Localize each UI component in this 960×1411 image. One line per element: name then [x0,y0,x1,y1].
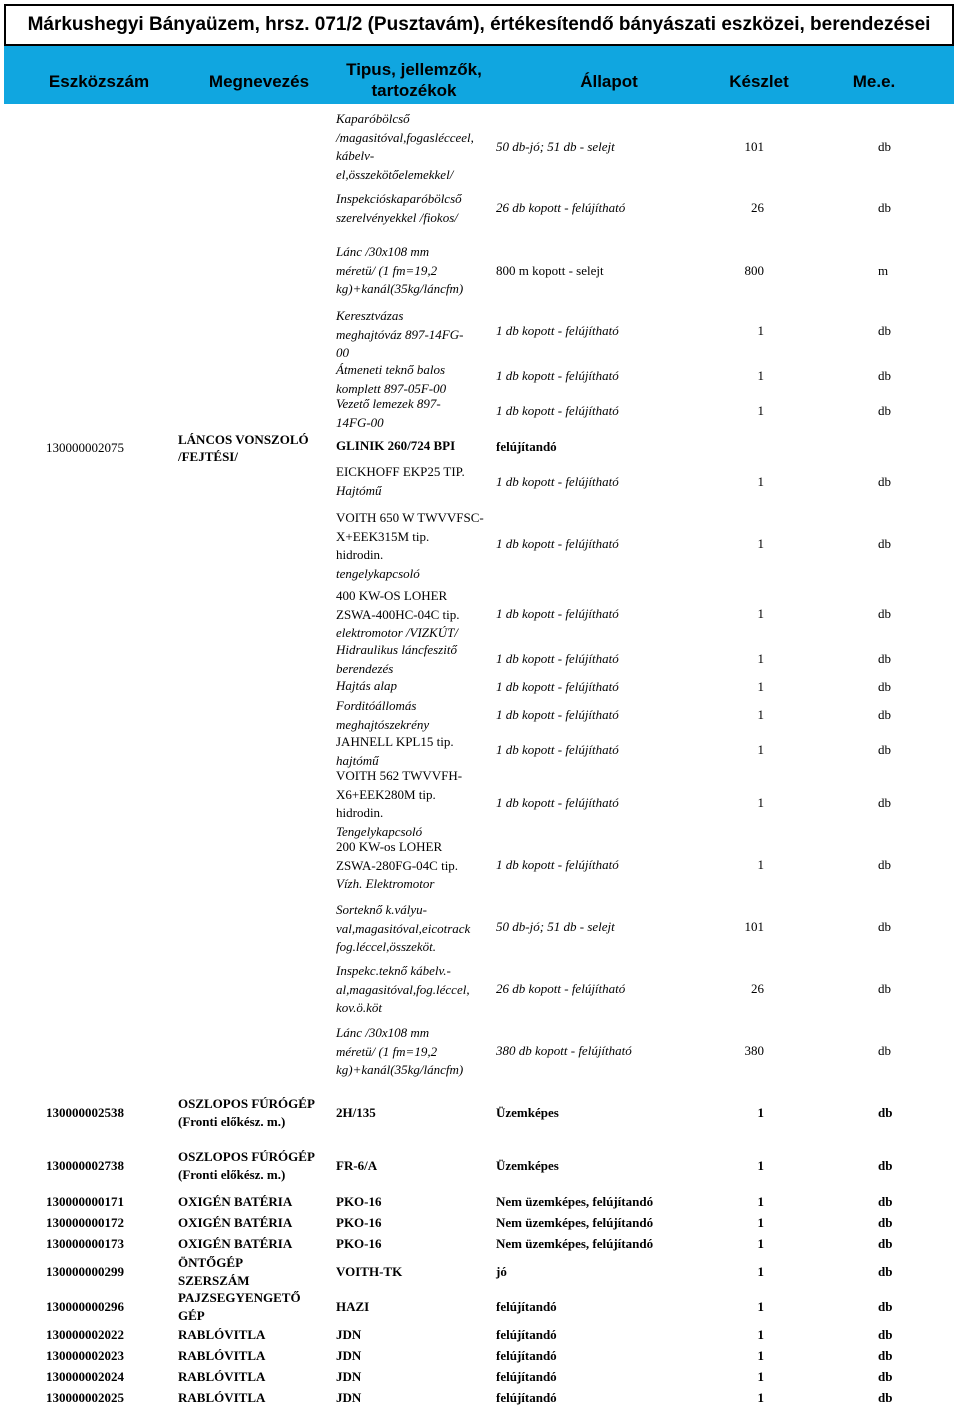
row-qty: 1 [757,1327,764,1342]
item-type-line: X6+EEK280M tip. [336,786,436,802]
row-id: 130000000296 [46,1299,124,1314]
item-qty: 1 [757,742,764,757]
row-unit: db [878,1158,893,1173]
row-type: HAZI [336,1299,370,1314]
item-type-line: EICKHOFF EKP25 TIP. [336,464,465,479]
item-unit: db [878,536,891,551]
item-qty: 800 [744,263,764,278]
item-unit: db [878,323,891,338]
item-status: 1 db kopott - felújítható [496,368,619,383]
row-unit: db [878,1299,893,1314]
item-type-line: Vízh. Elektromotor [336,876,435,891]
group-name-line1: LÁNCOS VONSZOLÓ [178,432,309,447]
item-status: 1 db kopott - felújítható [496,651,619,666]
row-status: felújítandó [496,1327,557,1342]
row-type: JDN [336,1369,362,1384]
header-stock: Készlet [729,72,789,91]
row-qty: 1 [757,1369,764,1384]
row-unit: db [878,1390,893,1405]
row-id: 130000000173 [46,1236,124,1251]
item-unit: db [878,919,891,934]
item-status: 800 m kopott - selejt [496,263,604,278]
row-qty: 1 [757,1348,764,1363]
item-type-line: el,összekötőelemekkel/ [336,166,454,182]
item-status: 1 db kopott - felújítható [496,707,619,722]
item-type-line: VOITH 650 W TWVVFSC- [336,510,484,525]
row-unit: db [878,1369,893,1384]
row-name: OXIGÉN BATÉRIA [178,1194,293,1209]
item-unit: db [878,474,891,489]
item-type-line: komplett 897-05F-00 [336,380,447,396]
item-status: 1 db kopott - felújítható [496,323,619,338]
item-type-line: Hajtómű [336,482,382,498]
item-unit: m [878,263,889,278]
row-type: JDN [336,1390,362,1405]
table-header [4,46,954,104]
item-type-line: VOITH 562 TWVVFH- [336,768,463,783]
header-type-line2: tartozékok [371,81,457,100]
header-asset-number: Eszközszám [48,72,150,91]
item-unit: db [878,742,891,757]
row-id: 130000002738 [46,1158,124,1173]
item-qty: 1 [757,536,764,551]
row-status: felújítandó [496,1299,557,1314]
item-type-line: szerelvényekkel /fiokos/ [336,209,458,225]
item-type-line: meghajtóváz 897-14FG- [336,326,464,342]
item-type-line: meghajtószekrény [336,716,430,732]
group-id: 130000002075 [46,440,124,455]
row-name-line: (Fronti előkész. m.) [178,1114,286,1129]
item-type-line: GLINIK 260/724 BPI [336,438,456,453]
row-qty: 1 [757,1158,764,1173]
row-status: Nem üzemképes, felújítandó [496,1194,654,1209]
item-type-line: berendezés [336,660,394,676]
row-name-line: ÖNTŐGÉP [178,1255,244,1270]
item-type-line: ZSWA-280FG-04C tip. [336,857,459,873]
item-status: 26 db kopott - felújítható [496,981,626,996]
item-unit: db [878,651,891,666]
row-qty: 1 [757,1215,764,1230]
item-status: 50 db-jó; 51 db - selejt [496,919,615,934]
item-type-line: hidrodin. [336,547,384,562]
row-name-line: OSZLOPOS FÚRÓGÉP [178,1149,315,1164]
row-name-line: PAJZSEGYENGETŐ [178,1290,301,1305]
row-type: PKO-16 [336,1215,382,1230]
row-status: Nem üzemképes, felújítandó [496,1215,654,1230]
row-status: Üzemképes [496,1158,559,1173]
item-qty: 1 [757,606,764,621]
row-id: 130000000299 [46,1264,124,1279]
row-id: 130000002024 [46,1369,124,1384]
item-type-line: Kaparóbölcső [336,111,410,126]
item-status: 1 db kopott - felújítható [496,474,619,489]
item-type-line: kg)+kanál(35kg/láncfm) [336,1062,464,1077]
row-type: VOITH-TK [336,1264,403,1279]
item-type-line: al,magasitóval,fog.léccel, [336,981,470,997]
row-id: 130000002022 [46,1327,124,1342]
row-name: RABLÓVITLA [178,1327,266,1342]
item-type-line: Hidraulikus láncfeszitő [336,642,457,657]
item-status: 1 db kopott - felújítható [496,857,619,872]
item-status: 26 db kopott - felújítható [496,200,626,215]
group-name-line2: /FEJTÉSI/ [178,449,238,464]
item-unit: db [878,403,891,418]
item-type-line: X+EEK315M tip. [336,528,430,544]
row-name-line: (Fronti előkész. m.) [178,1167,286,1182]
item-type-line: Lánc /30x108 mm [336,1025,430,1040]
item-type-line: Inspekcióskaparóbölcső [336,191,462,206]
row-status: felújítandó [496,1369,557,1384]
row-unit: db [878,1264,893,1279]
row-qty: 1 [757,1105,764,1120]
item-status: 1 db kopott - felújítható [496,742,619,757]
row-id: 130000002538 [46,1105,124,1120]
item-type-line: 00 [336,345,349,360]
item-qty: 1 [757,795,764,810]
row-type: 2H/135 [336,1105,376,1120]
row-name-line: SZERSZÁM [178,1273,250,1288]
item-qty: 1 [757,474,764,489]
row-status: jó [496,1264,507,1279]
item-unit: db [878,139,891,154]
item-type-line: ZSWA-400HC-04C tip. [336,606,460,622]
row-unit: db [878,1236,893,1251]
item-type-line: 200 KW-os LOHER [336,839,443,854]
item-type-line: tengelykapcsoló [336,565,420,581]
item-qty: 380 [744,1043,764,1058]
item-unit: db [878,200,891,215]
header-type-line1: Tipus, jellemzők, [346,60,482,79]
header-name: Megnevezés [208,72,310,91]
row-status: Nem üzemképes, felújítandó [496,1236,654,1251]
item-type-line: 14FG-00 [336,414,384,430]
item-type-line: kábelv- [336,148,375,163]
row-type: PKO-16 [336,1194,382,1209]
item-type-line: méretü/ (1 fm=19,2 [336,262,438,278]
row-status: felújítandó [496,1348,557,1363]
item-status: felújítandó [496,439,557,454]
row-name: RABLÓVITLA [178,1369,266,1384]
item-type-line: Forditóállomás [336,698,417,713]
row-qty: 1 [757,1264,764,1279]
row-type: JDN [336,1348,362,1363]
row-unit: db [878,1215,893,1230]
item-unit: db [878,857,891,872]
item-qty: 26 [751,981,764,996]
item-qty: 1 [757,857,764,872]
row-name-line: GÉP [178,1308,205,1323]
item-type-line: Hajtás alap [336,678,398,693]
item-type-line: Sorteknő k.vályu- [336,902,427,917]
row-qty: 1 [757,1236,764,1251]
row-unit: db [878,1348,893,1363]
header-unit: Me.e. [852,72,896,91]
row-name: RABLÓVITLA [178,1348,266,1363]
item-status: 1 db kopott - felújítható [496,606,619,621]
item-type-line: JAHNELL KPL15 tip. [336,734,454,749]
row-type: FR-6/A [336,1158,378,1173]
item-type-line: kov.ö.köt [336,1000,382,1015]
item-unit: db [878,795,891,810]
item-type-line: Inspekc.teknő kábelv.- [336,963,451,978]
row-status: felújítandó [496,1390,557,1405]
row-status: Üzemképes [496,1105,559,1120]
item-type-line: Lánc /30x108 mm [336,244,430,259]
item-qty: 1 [757,679,764,694]
item-status: 50 db-jó; 51 db - selejt [496,139,615,154]
item-unit: db [878,368,891,383]
item-type-line: Átmeneti teknő balos [336,362,446,377]
item-type-line: Tengelykapcsoló [336,823,423,839]
item-qty: 1 [757,368,764,383]
row-name: OXIGÉN BATÉRIA [178,1215,293,1230]
item-qty: 1 [757,403,764,418]
row-qty: 1 [757,1299,764,1314]
row-unit: db [878,1327,893,1342]
row-type: JDN [336,1327,362,1342]
item-status: 1 db kopott - felújítható [496,679,619,694]
item-type-line: hajtómű [336,752,379,768]
item-qty: 101 [744,139,764,154]
row-name-line: OSZLOPOS FÚRÓGÉP [178,1096,315,1111]
header-status: Állapot [580,72,638,91]
row-qty: 1 [757,1194,764,1209]
item-status: 1 db kopott - felújítható [496,795,619,810]
item-type-line: val,magasitóval,eicotrack [336,920,471,936]
row-name: OXIGÉN BATÉRIA [178,1236,293,1251]
row-id: 130000000171 [46,1194,124,1209]
item-type-line: /magasitóval,fogaslécceel, [336,129,474,145]
item-status: 380 db kopott - felújítható [496,1043,632,1058]
item-unit: db [878,679,891,694]
page-title: Márkushegyi Bányaüzem, hrsz. 071/2 (Pusztavám), értékesítendő bányászati eszközei, berendezései [27,14,931,35]
item-type-line: elektromotor /VIZKÚT/ [336,625,458,640]
row-unit: db [878,1105,893,1120]
item-type-line: fog.léccel,összeköt. [336,939,436,954]
item-type-line: Keresztvázas [336,308,404,323]
item-type-line: méretü/ (1 fm=19,2 [336,1043,438,1059]
item-qty: 1 [757,707,764,722]
item-type-line: Vezető lemezek 897- [336,396,441,411]
item-qty: 1 [757,323,764,338]
item-unit: db [878,606,891,621]
row-unit: db [878,1194,893,1209]
item-qty: 26 [751,200,764,215]
title-box [4,4,954,46]
item-status: 1 db kopott - felújítható [496,403,619,418]
row-name: RABLÓVITLA [178,1390,266,1405]
row-id: 130000002025 [46,1390,124,1405]
item-status: 1 db kopott - felújítható [496,536,619,551]
item-qty: 101 [744,919,764,934]
item-type-line: kg)+kanál(35kg/láncfm) [336,281,464,296]
item-unit: db [878,707,891,722]
item-unit: db [878,981,891,996]
item-type-line: hidrodin. [336,805,384,820]
row-type: PKO-16 [336,1236,382,1251]
row-id: 130000002023 [46,1348,124,1363]
item-type-line: 400 KW-OS LOHER [336,588,448,603]
item-unit: db [878,1043,891,1058]
row-id: 130000000172 [46,1215,124,1230]
row-qty: 1 [757,1390,764,1405]
item-qty: 1 [757,651,764,666]
